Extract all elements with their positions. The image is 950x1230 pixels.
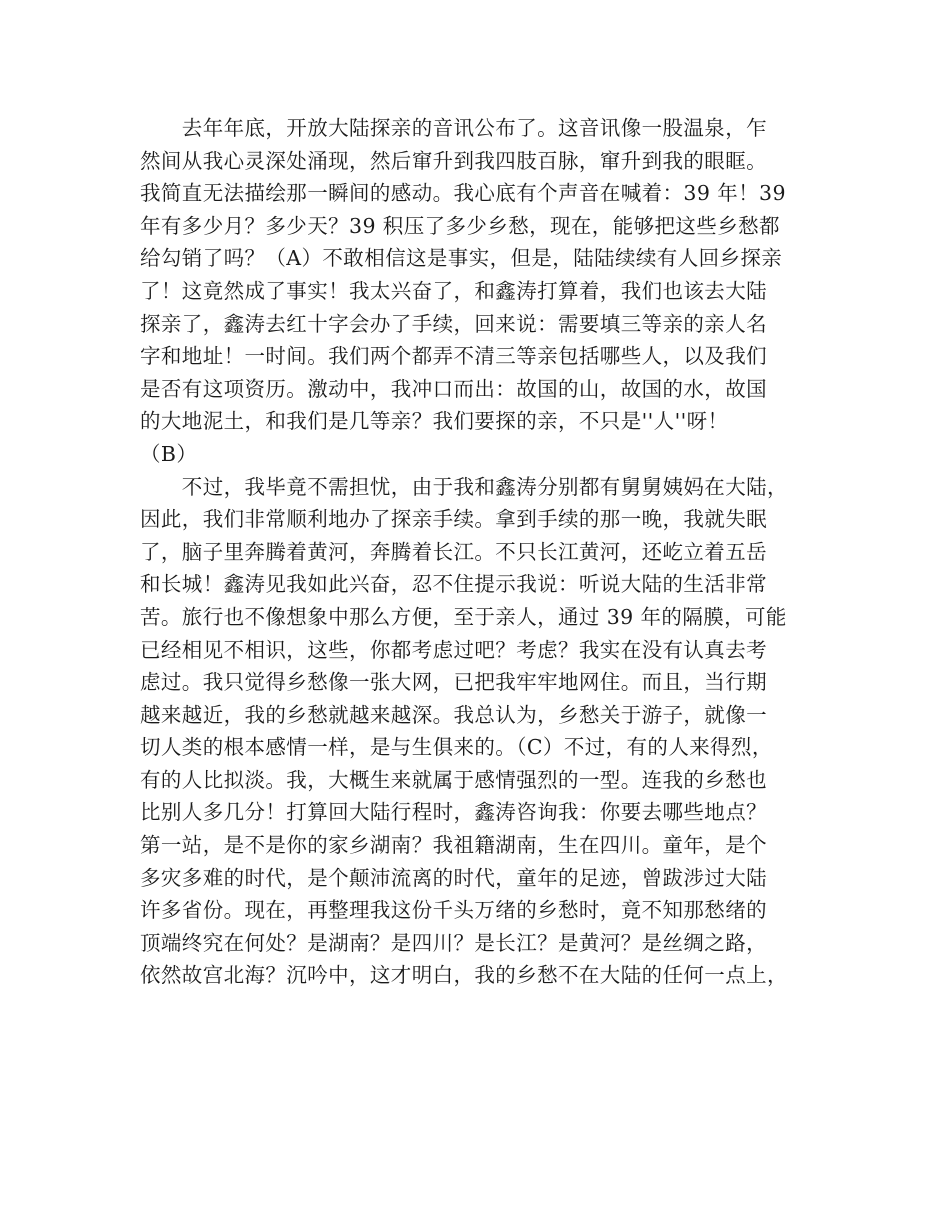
text-line: 多灾多难的时代，是个颠沛流离的时代，童年的足迹，曾跋涉过大陆 <box>140 865 767 890</box>
text-line: 不过，我毕竟不需担忧，由于我和鑫涛分别都有舅舅姨妈在大陆， <box>140 474 788 499</box>
text-line: 依然故宫北海？沉吟中，这才明白，我的乡愁不在大陆的任何一点上， <box>140 963 788 988</box>
text-line: 年有多少月？多少天？39 积压了多少乡愁，现在，能够把这些乡愁都 <box>140 213 780 238</box>
paragraph-1 <box>140 112 828 471</box>
text-line: 切人类的根本感情一样，是与生俱来的。（C）不过，有的人来得烈， <box>140 735 773 760</box>
text-line: 第一站，是不是你的家乡湖南？我祖籍湖南，生在四川。童年，是个 <box>140 833 767 858</box>
text-line: 有的人比拟淡。我，大概生来就属于感情强烈的一型。连我的乡愁也 <box>140 767 767 792</box>
text-line: 比别人多几分！打算回大陆行程时，鑫涛咨询我：你要去哪些地点？ <box>140 800 767 825</box>
paragraph-2 <box>140 471 828 993</box>
text-line: 我简直无法描绘那一瞬间的感动。我心底有个声音在喊着：39 年！39 <box>140 181 786 206</box>
text-line: 许多省份。现在，再整理我这份千头万绪的乡愁时，竟不知那愁绪的 <box>140 898 767 923</box>
text-line-marker-b: （B） <box>140 441 198 466</box>
text-line: 给勾销了吗？（A）不敢相信这是事实，但是，陆陆续续有人回乡探亲 <box>140 246 783 271</box>
text-line: 是否有这项资历。激动中，我冲口而出：故国的山，故国的水，故国 <box>140 376 767 401</box>
text-line: 因此，我们非常顺利地办了探亲手续。拿到手续的那一晚，我就失眠 <box>140 507 767 532</box>
text-line: 的大地泥土，和我们是几等亲？我们要探的亲，不只是''人''呀！ <box>140 409 729 434</box>
text-line: 探亲了，鑫涛去红十字会办了手续，回来说：需要填三等亲的亲人名 <box>140 311 767 336</box>
text-line: 已经相见不相识，这些，你都考虑过吧？考虑？我实在没有认真去考 <box>140 637 767 662</box>
text-line: 越来越近，我的乡愁就越来越深。我总认为，乡愁关于游子，就像一 <box>140 702 767 727</box>
text-line: 了，脑子里奔腾着黄河，奔腾着长江。不只长江黄河，还屹立着五岳 <box>140 539 767 564</box>
text-line: 顶端终究在何处？是湖南？是四川？是长江？是黄河？是丝绸之路， <box>140 930 767 955</box>
text-line: 字和地址！一时间。我们两个都弄不清三等亲包括哪些人，以及我们 <box>140 344 767 369</box>
text-line: 虑过。我只觉得乡愁像一张大网，已把我牢牢地网住。而且，当行期 <box>140 670 767 695</box>
text-line: 苦。旅行也不像想象中那么方便，至于亲人，通过 39 年的隔膜，可能 <box>140 604 787 629</box>
text-line: 去年年底，开放大陆探亲的音讯公布了。这音讯像一股温泉，乍 <box>140 116 767 140</box>
text-line: 然间从我心灵深处涌现，然后窜升到我四肢百脉，窜升到我的眼眶。 <box>140 148 767 173</box>
text-line: 了！这竟然成了事实！我太兴奋了，和鑫涛打算着，我们也该去大陆 <box>140 278 767 303</box>
document-body <box>140 112 828 992</box>
text-line: 和长城！鑫涛见我如此兴奋，忍不住提示我说：听说大陆的生活非常 <box>140 572 767 597</box>
